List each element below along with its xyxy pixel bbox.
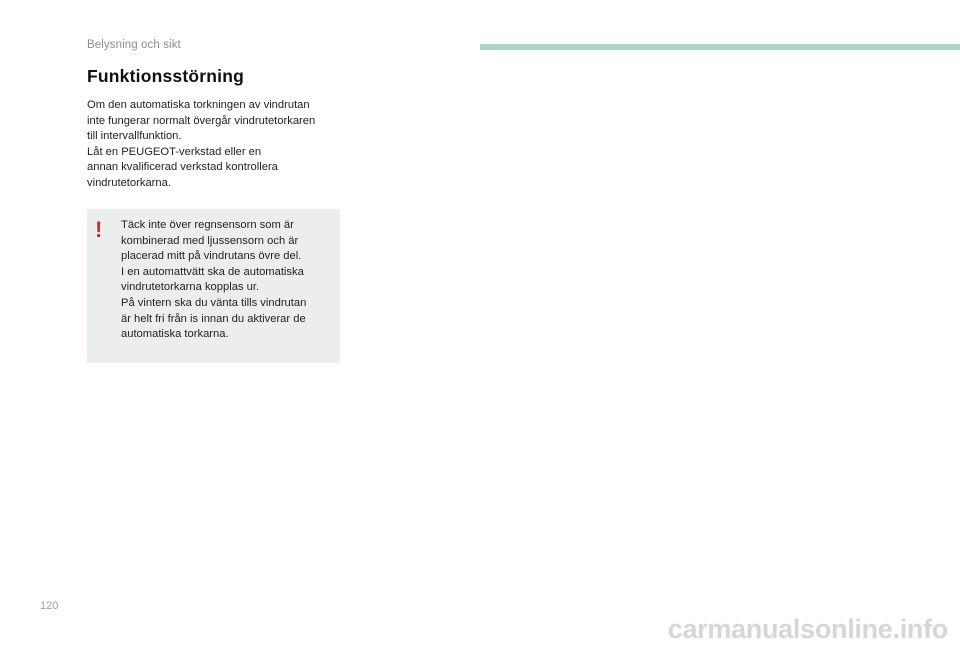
page-title: Funktionsstörning — [87, 66, 244, 86]
watermark: carmanualsonline.info — [667, 614, 948, 644]
warning-text: Täck inte över regnsensorn som är kombinerad med ljussensorn och är placerad mitt på vindrutans övre del. I en automattvätt ska de automatiska vindrutetorkarna kopplas ur. På vintern ska du vänta tills vindrutan är helt fri från is innan du aktiverar de automatiska torkarna. — [121, 219, 307, 341]
exclamation-icon: ! — [95, 217, 103, 242]
paragraph-workshop: Låt en PEUGEOT-verkstad eller en annan kvalificerad verkstad kontrollera vindrutetorkarna. — [87, 145, 278, 189]
header-accent-bar — [480, 44, 960, 50]
section-label: Belysning och sikt — [87, 39, 181, 51]
page-number: 120 — [40, 600, 59, 612]
body-text — [87, 98, 347, 192]
paragraph-malfunction: Om den automatiska torkningen av vindrutan inte fungerar normalt övergår vindrutetorkaren till intervallfunktion. — [87, 99, 316, 143]
warning-box — [87, 209, 340, 363]
